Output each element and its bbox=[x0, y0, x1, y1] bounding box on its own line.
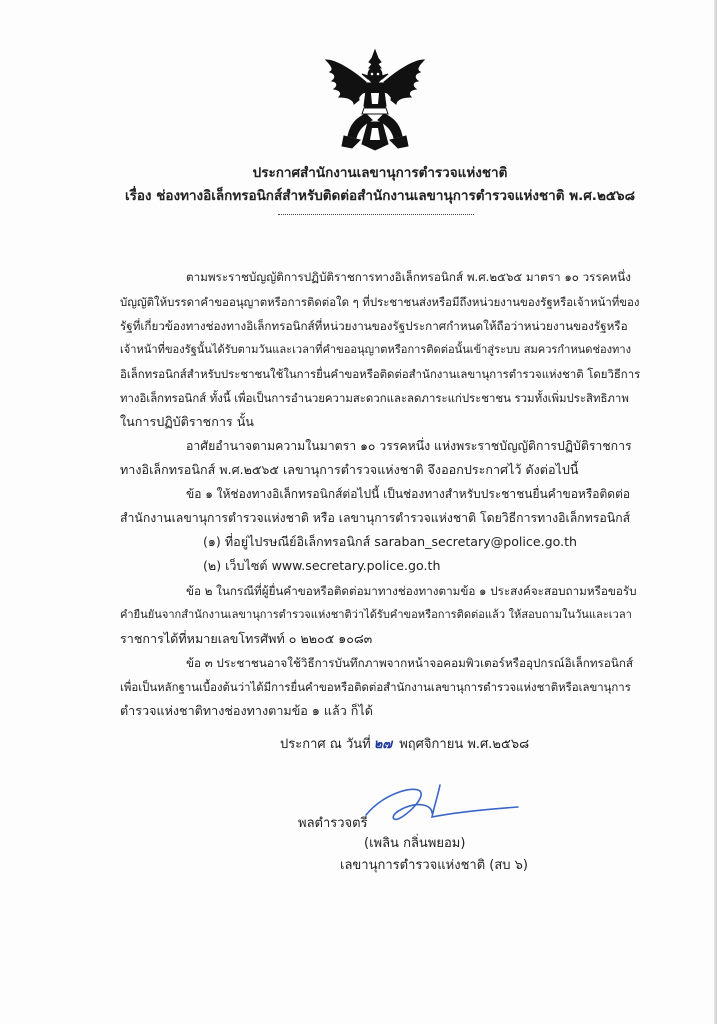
paragraph-line: ทางอิเล็กทรอนิกส์ พ.ศ.๒๕๖๕ เลขานุการตำรวจแห่งชาติ จึงออกประกาศไว้ ดังต่อไปนี้ bbox=[120, 462, 579, 477]
paragraph-line: สำนักงานเลขานุการตำรวจแห่งชาติ หรือ เลขานุการตำรวจแห่งชาติ โดยวิธีการทางอิเล็กทรอนิกส์ bbox=[120, 511, 631, 525]
email-channel-item: (๑) ที่อยู่ไปรษณีย์อิเล็กทรอนิกส์ saraban_secretary@police.go.th bbox=[203, 534, 577, 549]
paragraph-line: ทางอิเล็กทรอนิกส์ ทั้งนี้ เพื่อเป็นการอำนวยความสะดวกและลดภาระแก่ประชาชน รวมทั้งเพิ่มประสิทธิภาพ bbox=[120, 391, 629, 405]
date-month-year: พฤศจิกายน พ.ศ.๒๕๖๘ bbox=[399, 737, 530, 752]
garuda-emblem-icon bbox=[322, 48, 428, 154]
website-channel-item: (๒) เว็บไซต์ www.secretary.police.go.th bbox=[203, 558, 441, 573]
signatory-name: (เพลิน กลิ่นพยอม) bbox=[364, 836, 466, 851]
announcement-subject: เรื่อง ช่องทางอิเล็กทรอนิกส์สำหรับติดต่อสำนักงานเลขานุการตำรวจแห่งชาติ พ.ศ.๒๕๖๘ bbox=[124, 188, 636, 204]
signatory-rank: พลตำรวจตรี bbox=[298, 816, 368, 831]
paragraph-line: ข้อ ๑ ให้ช่องทางอิเล็กทรอนิกส์ต่อไปนี้ เป็นช่องทางสำหรับประชาชนยื่นคำขอหรือติดต่อ bbox=[186, 487, 631, 501]
paragraph-line: คำยืนยันจากสำนักงานเลขานุการตำรวจแห่งชาติว่าได้รับคำขอหรือการติดต่อแล้ว ให้สอบถามในวันและเวลา bbox=[120, 608, 632, 621]
date-day-handwritten: ๒๗ bbox=[373, 737, 393, 752]
paragraph-line: เพื่อเป็นหลักฐานเบื้องต้นว่าได้มีการยื่นคำขอหรือติดต่อสำนักงานเลขานุการตำรวจแห่งชาติหรือเลขานุการ bbox=[120, 680, 631, 694]
paragraph-line: รัฐที่เกี่ยวข้องทางช่องทางอิเล็กทรอนิกส์ที่หน่วยงานของรัฐประกาศกำหนดให้ถือว่าหน่วยงานของรัฐหรือ bbox=[120, 319, 628, 333]
paragraph-line: อาศัยอำนาจตามความในมาตรา ๑๐ วรรคหนึ่ง แห่งพระราชบัญญัติการปฏิบัติราชการ bbox=[186, 439, 632, 453]
announcement-date bbox=[280, 737, 529, 753]
announcement-title: ประกาศสำนักงานเลขานุการตำรวจแห่งชาติ bbox=[252, 165, 508, 181]
paragraph-line: ราชการได้ที่หมายเลขโทรศัพท์ ๐ ๒๒๐๕ ๑๐๘๓ bbox=[120, 631, 373, 646]
date-prefix: ประกาศ ณ วันที่ bbox=[280, 737, 371, 752]
signature-icon bbox=[362, 781, 522, 825]
paragraph-line: บัญญัติให้บรรดาคำขออนุญาตหรือการติดต่อใด ๆ ที่ประชาชนส่งหรือมีถึงหน่วยงานของรัฐหรือเจ้าหน้าที่ของ bbox=[120, 295, 640, 309]
paragraph-line: ในการปฏิบัติราชการ นั้น bbox=[120, 414, 254, 429]
paragraph-line: ข้อ ๒ ในกรณีที่ผู้ยื่นคำขอหรือติดต่อมาทางช่องทางตามข้อ ๑ ประสงค์จะสอบถามหรือขอรับ bbox=[186, 584, 637, 598]
paragraph-line: อิเล็กทรอนิกส์สำหรับประชาชนใช้ในการยื่นคำขอหรือติดต่อสำนักงานเลขานุการตำรวจแห่งชาติ โดยวิธีการ bbox=[120, 367, 641, 381]
paragraph-line: ตำรวจแห่งชาติทางช่องทางตามข้อ ๑ แล้ว ก็ได้ bbox=[120, 703, 373, 718]
paragraph-line: เจ้าหน้าที่ของรัฐนั้นได้รับตามวันและเวลาที่คำขออนุญาตหรือการติดต่อนั้นเข้าสู่ระบบ สมควรกำหนดช่องทาง bbox=[120, 343, 632, 356]
paragraph-line: ตามพระราชบัญญัติการปฏิบัติราชการทางอิเล็กทรอนิกส์ พ.ศ.๒๕๖๕ มาตรา ๑๐ วรรคหนึ่ง bbox=[186, 270, 631, 284]
paragraph-line: ข้อ ๓ ประชาชนอาจใช้วิธีการบันทึกภาพจากหน้าจอคอมพิวเตอร์หรืออุปกรณ์อิเล็กทรอนิกส์ bbox=[186, 656, 634, 670]
title-divider bbox=[278, 214, 474, 215]
signatory-position: เลขานุการตำรวจแห่งชาติ (สบ ๖) bbox=[340, 858, 528, 873]
